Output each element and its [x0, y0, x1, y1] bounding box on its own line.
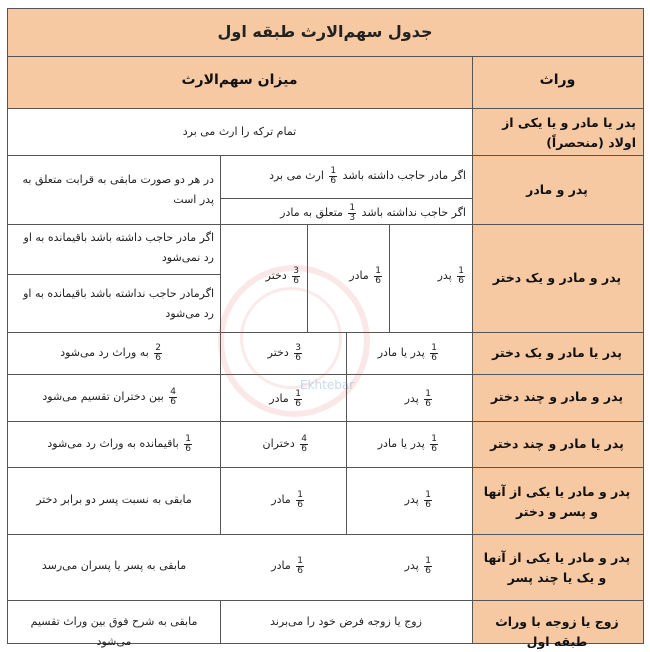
row1-heir: پدر یا مادر و یا یکی از اولاد (منحصراً)	[502, 115, 636, 150]
row7-rest: مابقی به نسبت پسر دو برابر دختر	[36, 493, 192, 506]
row3-note-2: اگرمادر حاجب نداشته باشد باقیمانده به او رد می‌شود	[23, 287, 214, 320]
row8-heir: پدر و مادر یا یکی از آنها و یک یا چند پسر	[483, 550, 631, 585]
row7-mother: $\frac{1}{6}$ مادر	[271, 489, 303, 510]
row5-heir: پدر و مادر و چند دختر	[490, 389, 624, 404]
row7-father: $\frac{1}{6}$ پدر	[404, 489, 431, 510]
watermark-seal-inner	[240, 287, 342, 389]
row2-heir: پدر و مادر	[526, 182, 588, 197]
row4-daughter: $\frac{3}{6}$ دختر	[267, 342, 301, 363]
row5-mother: $\frac{1}{6}$ مادر	[269, 388, 301, 409]
row6-parent: $\frac{1}{6}$ پدر یا مادر	[377, 433, 437, 454]
row6-heir: پدر یا مادر و چند دختر	[490, 436, 624, 451]
row6-rest: $\frac{1}{6}$ باقیمانده به وراث رد می‌شود	[47, 433, 191, 454]
row2-rest: در هر دو صورت مابقی به قرابت متعلق به پدر است	[22, 173, 214, 206]
row8-mother: $\frac{1}{6}$ مادر	[271, 555, 303, 576]
row1-share: تمام ترکه را ارث می برد	[182, 125, 297, 138]
watermark-text: Ekhtebar	[300, 378, 355, 392]
header-heirs: وراث	[539, 72, 576, 88]
row2-condition-a: اگر مادر حاجب داشته باشد $\frac{1}{6}$ ارث می برد	[269, 165, 466, 186]
table-title: جدول سهم‌الارث طبقه اول	[217, 22, 433, 41]
row5-rest: $\frac{4}{6}$ بین دختران تقسیم می‌شود	[42, 386, 176, 407]
row8-rest: مابقی به پسر یا پسران می‌رسد	[41, 559, 187, 572]
row3-daughter: $\frac{3}{6}$ دختر	[265, 265, 299, 286]
row9-heir: زوج یا زوجه با وراث طبقه اول	[495, 614, 619, 649]
row3-father: $\frac{1}{6}$ پدر	[437, 265, 464, 286]
row7-heir: پدر و مادر یا یکی از آنها و پسر و دختر	[483, 484, 631, 519]
row4-rest: $\frac{2}{6}$ به وراث رد می‌شود	[60, 342, 161, 363]
row3-note-1: اگر مادر حاجب داشته باشد باقیمانده به او رد نمی‌شود	[23, 231, 214, 264]
row8-father: $\frac{1}{6}$ پدر	[404, 555, 431, 576]
row9-share: زوج یا زوجه فرض خود را می‌برند	[270, 615, 422, 628]
row3-mother: $\frac{1}{6}$ مادر	[349, 265, 381, 286]
row5-father: $\frac{1}{6}$ پدر	[404, 388, 431, 409]
row4-heir: پدر یا مادر و یک دختر	[492, 345, 622, 360]
row2-condition-b: اگر حاجب نداشته باشد $\frac{1}{3}$ متعلق به مادر	[280, 202, 466, 223]
row6-daughters: $\frac{4}{6}$ دختران	[262, 433, 307, 454]
row3-heir: پدر و مادر و یک دختر	[492, 270, 622, 285]
header-share: میزان سهم‌الارث	[181, 72, 298, 88]
row9-rest: مابقی به شرح فوق بین وراث تقسیم می‌شود	[30, 615, 198, 648]
row4-parent: $\frac{1}{6}$ پدر یا مادر	[377, 342, 437, 363]
